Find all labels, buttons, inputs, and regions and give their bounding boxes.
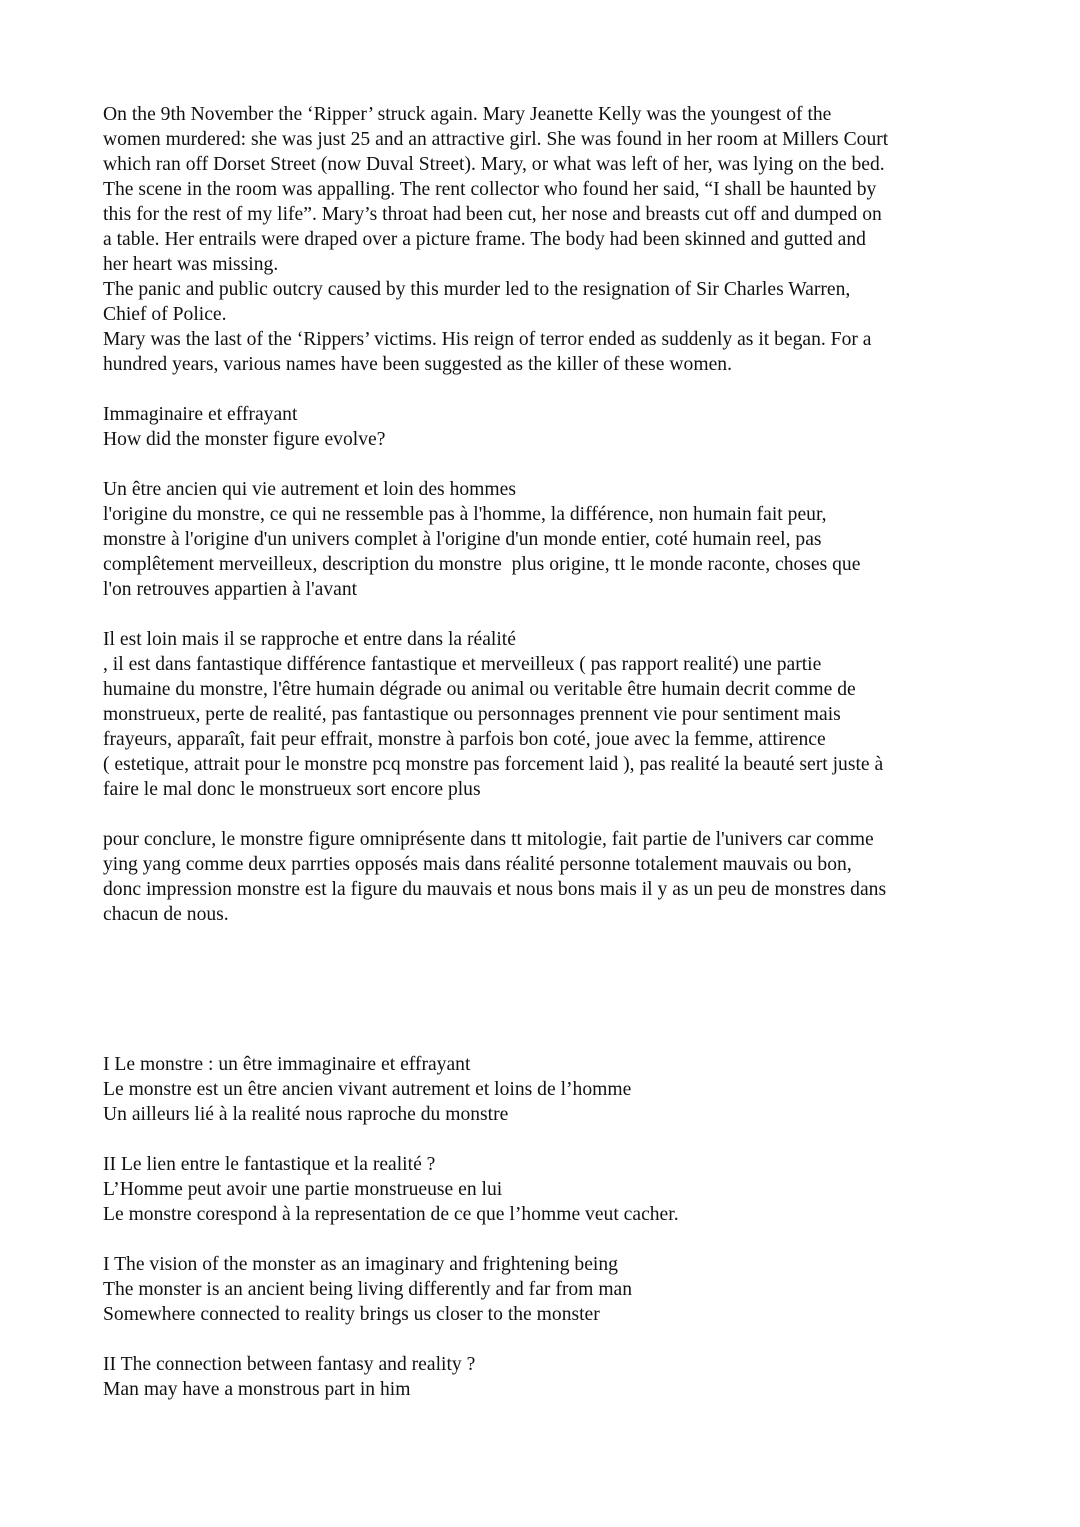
paragraph-gap [103,1327,993,1352]
text-line: I The vision of the monster as an imaginary and frightening being [103,1254,618,1275]
text-line: ( estetique, attrait pour le monstre pcq monstre pas forcement laid ), pas realité la beauté sert juste à [103,754,884,775]
outline-part-2-fr [103,1152,993,1227]
text-line: On the 9th November the ‘Ripper’ struck again. Mary Jeanette Kelly was the youngest of the [103,104,832,125]
text-line: hundred years, various names have been suggested as the killer of these women. [103,354,732,375]
text-line: faire le mal donc le monstrueux sort encore plus [103,779,481,800]
text-line: donc impression monstre est la figure du mauvais et nous bons mais il y as un peu de monstres dans [103,879,887,900]
text-line: her heart was missing. [103,254,279,275]
paragraph-heading-question [103,402,993,452]
text-line: this for the rest of my life”. Mary’s throat had been cut, her nose and breasts cut off and dumped on [103,204,882,225]
text-line: monstre à l'origine d'un univers complet à l'origine d'un monde entier, coté humain reel, pas [103,529,822,550]
text-line: Immaginaire et effrayant [103,404,298,425]
text-line: , il est dans fantastique différence fantastique et merveilleux ( pas rapport realité) une partie [103,654,822,675]
paragraph-gap [103,377,993,402]
text-line: Somewhere connected to reality brings us closer to the monster [103,1304,600,1325]
paragraph-ancient-being [103,477,993,602]
paragraph-ripper-story [103,102,993,377]
text-line: Le monstre est un être ancien vivant autrement et loins de l’homme [103,1079,632,1100]
text-line: women murdered: she was just 25 and an attractive girl. She was found in her room at Millers Court [103,129,889,150]
text-line: Man may have a monstrous part in him [103,1379,411,1400]
text-line: Il est loin mais il se rapproche et entre dans la réalité [103,629,516,650]
text-line: L’Homme peut avoir une partie monstrueuse en lui [103,1179,503,1200]
paragraph-gap [103,802,993,827]
outline-part-2-en [103,1352,993,1402]
paragraph-gap [103,452,993,477]
text-line: pour conclure, le monstre figure omniprésente dans tt mitologie, fait partie de l'univers car comme [103,829,874,850]
paragraph-conclusion [103,827,993,927]
text-line: humaine du monstre, l'être humain dégrade ou animal ou veritable être humain decrit comme de [103,679,856,700]
text-line: frayeurs, apparaît, fait peur effrait, monstre à parfois bon coté, joue avec la femme, attirence [103,729,826,750]
document-page [103,102,993,1402]
paragraph-reality [103,627,993,802]
text-line: The panic and public outcry caused by this murder led to the resignation of Sir Charles Warren, [103,279,851,300]
text-line: which ran off Dorset Street (now Duval Street). Mary, or what was left of her, was lying on the bed. [103,154,885,175]
text-line: II Le lien entre le fantastique et la realité ? [103,1154,436,1175]
text-line: How did the monster figure evolve? [103,429,386,450]
text-line: monstrueux, perte de realité, pas fantastique ou personnages prennent vie pour sentiment mais [103,704,841,725]
text-line: I Le monstre : un être immaginaire et effrayant [103,1054,471,1075]
text-line: Un être ancien qui vie autrement et loin des hommes [103,479,516,500]
text-line: l'on retrouves appartien à l'avant [103,579,358,600]
text-line: Le monstre corespond à la representation de ce que l’homme veut cacher. [103,1204,679,1225]
text-line: The monster is an ancient being living differently and far from man [103,1279,633,1300]
paragraph-gap [103,1227,993,1252]
text-line: II The connection between fantasy and reality ? [103,1354,476,1375]
text-line: Mary was the last of the ‘Rippers’ victims. His reign of terror ended as suddenly as it began. For a [103,329,872,350]
text-line: The scene in the room was appalling. The rent collector who found her said, “I shall be haunted by [103,179,877,200]
paragraph-gap [103,1127,993,1152]
text-line: ying yang comme deux parrties opposés mais dans réalité personne totalement mauvais ou bon, [103,854,852,875]
text-line: a table. Her entrails were draped over a picture frame. The body had been skinned and gutted and [103,229,866,250]
outline-part-1-en [103,1252,993,1327]
paragraph-gap [103,602,993,627]
text-line: Un ailleurs lié à la realité nous raproche du monstre [103,1104,509,1125]
text-line: chacun de nous. [103,904,229,925]
section-gap [103,927,993,1052]
text-line: Chief of Police. [103,304,227,325]
outline-part-1-fr [103,1052,993,1127]
text-line: complêtement merveilleux, description du monstre plus origine, tt le monde raconte, choses que [103,554,861,575]
text-line: l'origine du monstre, ce qui ne ressemble pas à l'homme, la différence, non humain fait peur, [103,504,827,525]
